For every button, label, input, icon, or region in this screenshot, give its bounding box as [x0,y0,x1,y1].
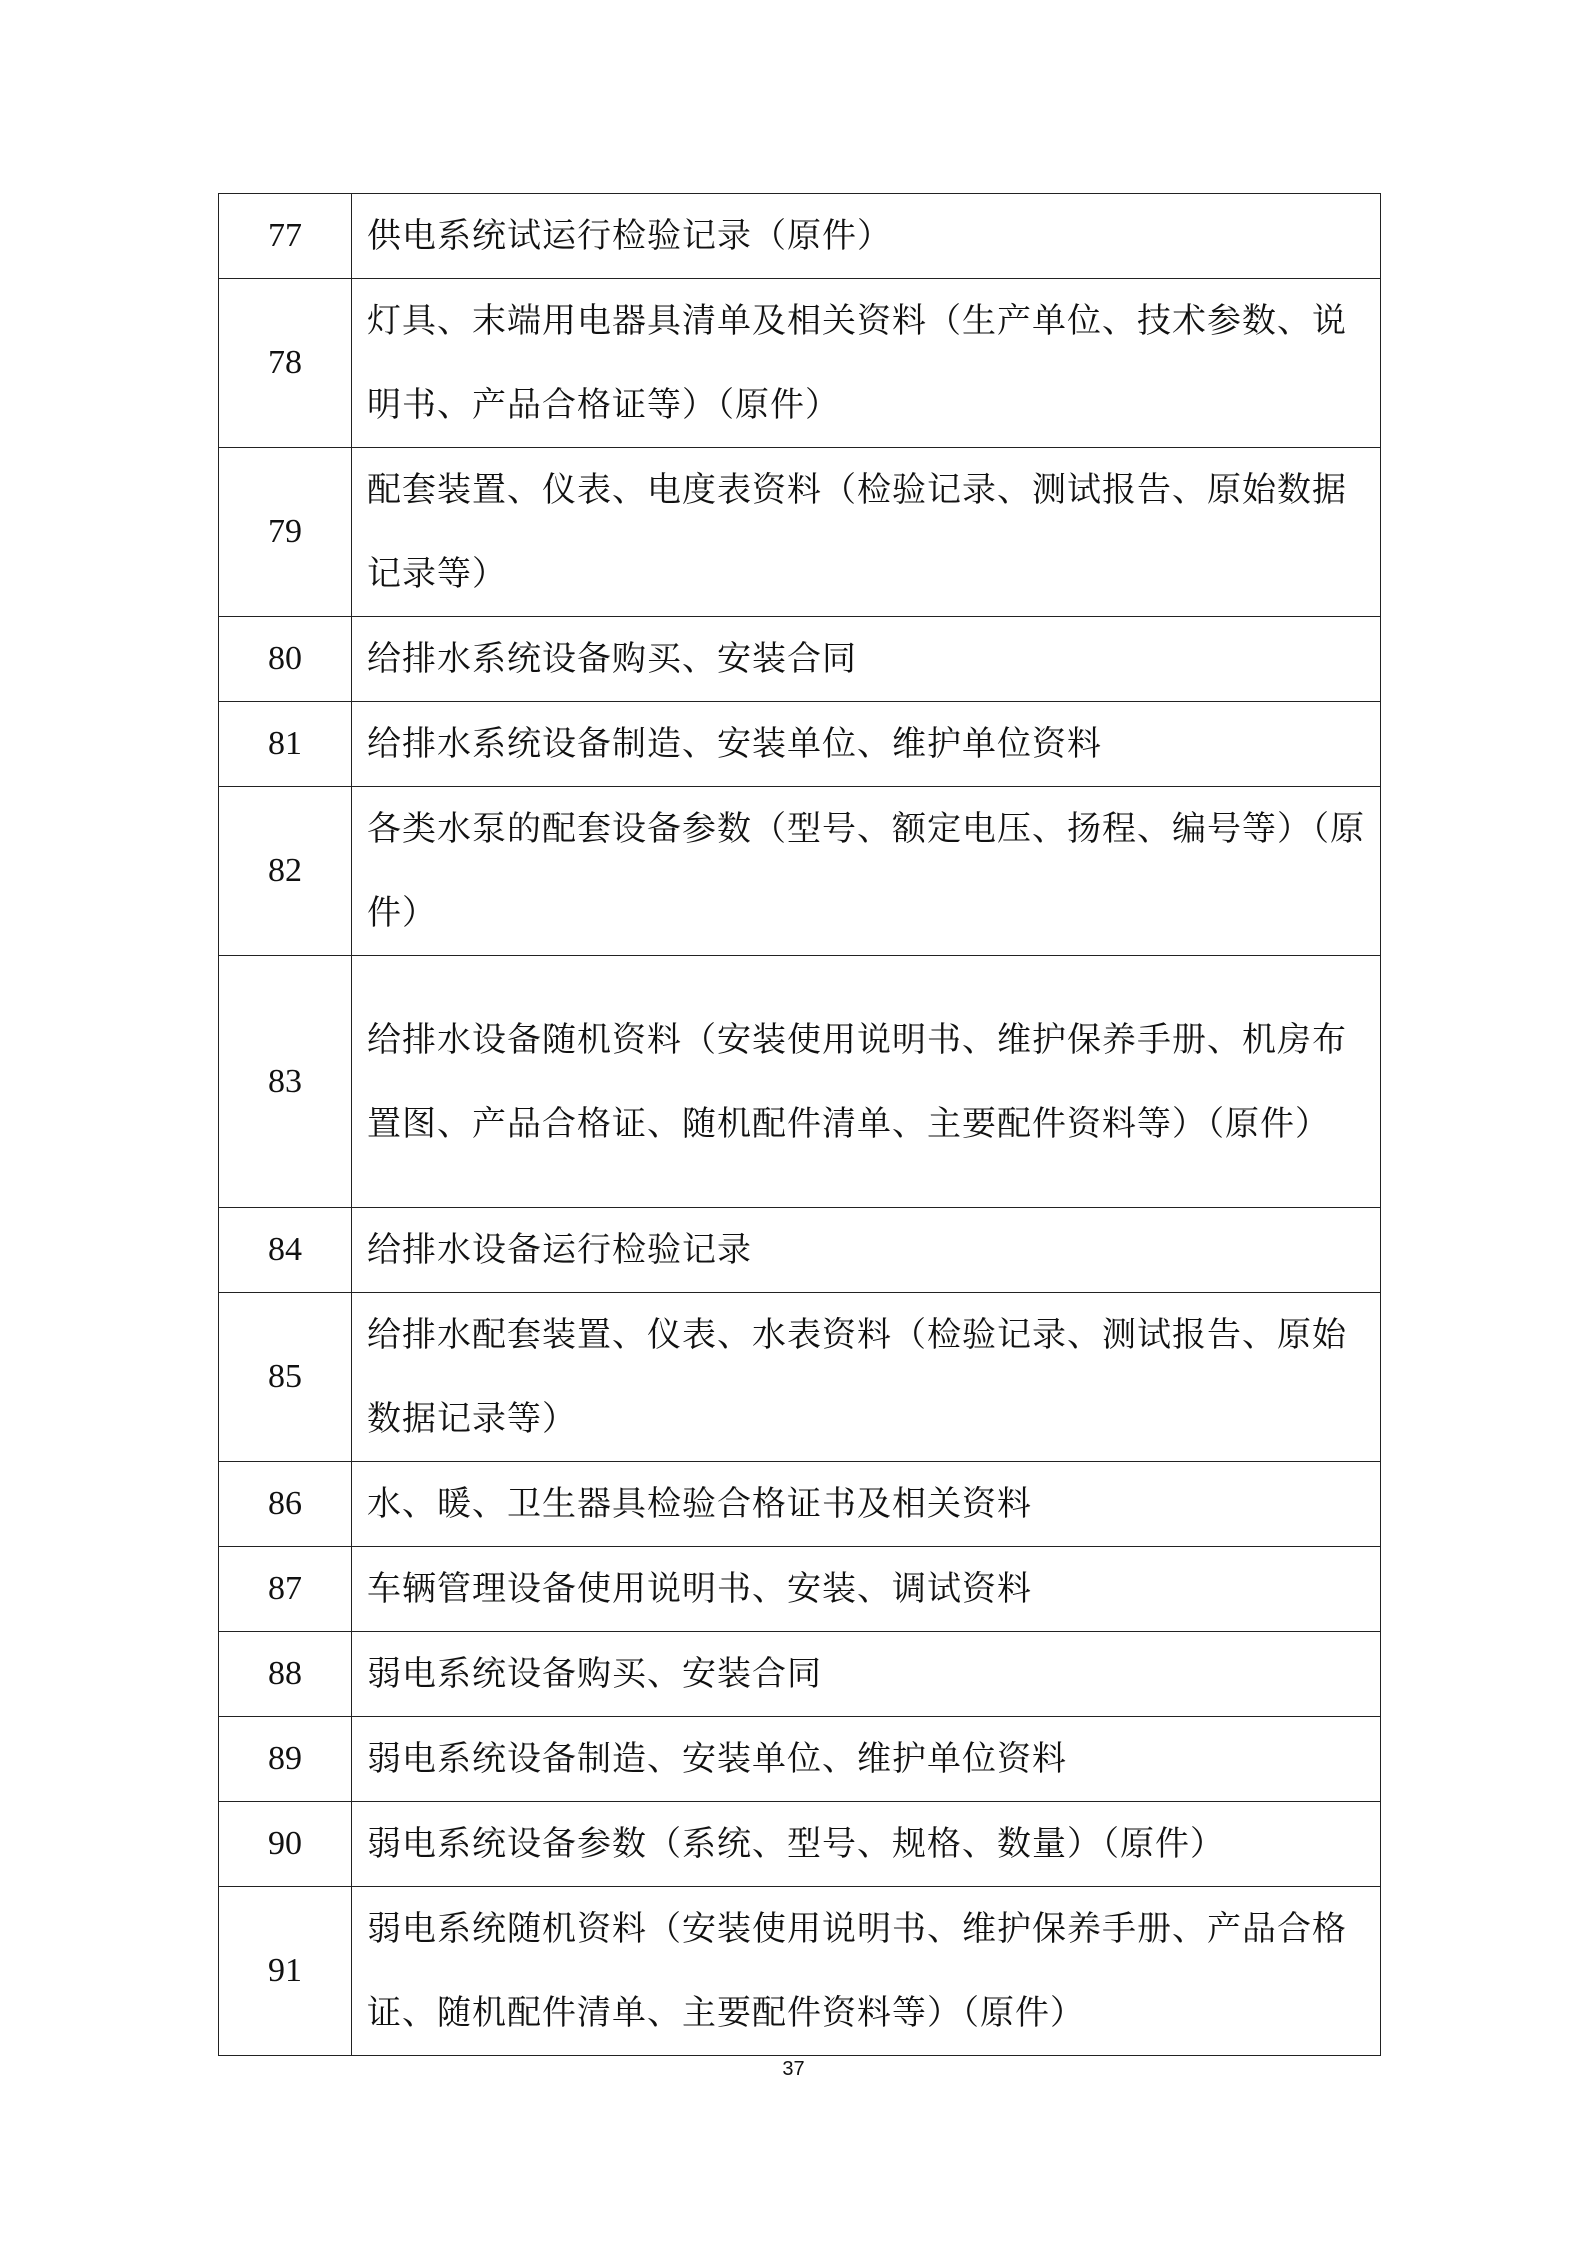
row-number: 85 [219,1293,352,1462]
row-description: 给排水系统设备制造、安装单位、维护单位资料 [352,702,1381,787]
row-number: 86 [219,1462,352,1547]
row-description: 灯具、末端用电器具清单及相关资料（生产单位、技术参数、说明书、产品合格证等）（原件） [352,279,1381,448]
table-row [219,279,1381,448]
row-description: 水、暖、卫生器具检验合格证书及相关资料 [352,1462,1381,1547]
row-number: 84 [219,1208,352,1293]
table-row [219,617,1381,702]
row-number: 91 [219,1887,352,2056]
document-table [218,193,1381,2056]
row-description: 弱电系统设备参数（系统、型号、规格、数量）（原件） [352,1802,1381,1887]
row-number: 80 [219,617,352,702]
row-description: 弱电系统设备购买、安装合同 [352,1632,1381,1717]
table-row [219,1293,1381,1462]
row-description: 弱电系统设备制造、安装单位、维护单位资料 [352,1717,1381,1802]
table-row [219,194,1381,279]
row-number: 78 [219,279,352,448]
table-row [219,1717,1381,1802]
table-row [219,1632,1381,1717]
row-number: 88 [219,1632,352,1717]
row-number: 83 [219,956,352,1208]
row-number: 79 [219,448,352,617]
row-description: 给排水配套装置、仪表、水表资料（检验记录、测试报告、原始数据记录等） [352,1293,1381,1462]
row-description: 给排水设备随机资料（安装使用说明书、维护保养手册、机房布置图、产品合格证、随机配件清单、主要配件资料等）（原件） [352,956,1381,1208]
table-row [219,956,1381,1208]
table-row [219,787,1381,956]
table-row [219,1802,1381,1887]
row-number: 90 [219,1802,352,1887]
page-number: 37 [782,2058,805,2080]
table-row [219,702,1381,787]
table-row [219,1547,1381,1632]
row-description: 车辆管理设备使用说明书、安装、调试资料 [352,1547,1381,1632]
row-number: 82 [219,787,352,956]
table-row [219,448,1381,617]
table-row [219,1208,1381,1293]
row-description: 给排水系统设备购买、安装合同 [352,617,1381,702]
table-row [219,1462,1381,1547]
row-description: 给排水设备运行检验记录 [352,1208,1381,1293]
row-description: 各类水泵的配套设备参数（型号、额定电压、扬程、编号等）（原件） [352,787,1381,956]
row-description: 配套装置、仪表、电度表资料（检验记录、测试报告、原始数据记录等） [352,448,1381,617]
row-number: 87 [219,1547,352,1632]
row-number: 81 [219,702,352,787]
row-description: 供电系统试运行检验记录（原件） [352,194,1381,279]
row-number: 77 [219,194,352,279]
table-row [219,1887,1381,2056]
row-description: 弱电系统随机资料（安装使用说明书、维护保养手册、产品合格证、随机配件清单、主要配件资料等）（原件） [352,1887,1381,2056]
row-number: 89 [219,1717,352,1802]
